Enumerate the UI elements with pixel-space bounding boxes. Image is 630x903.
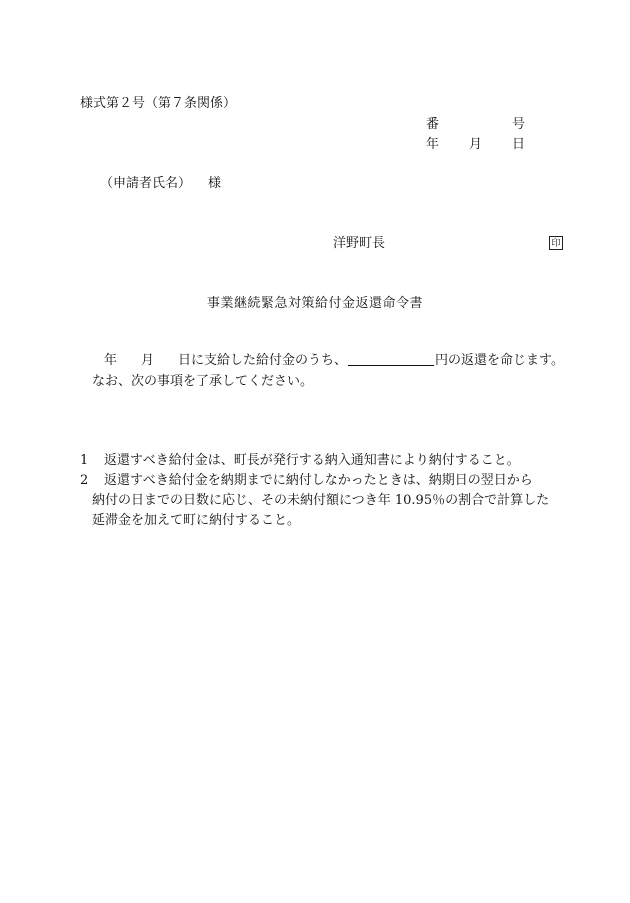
item-2-number: 2 <box>80 473 89 488</box>
body-end: 円の返還を命じます。 <box>435 353 565 368</box>
body-month: 月 <box>141 353 155 368</box>
body-text: 日に支給した給付金のうち、 <box>178 353 348 368</box>
document-number-label: 番 <box>426 117 440 132</box>
item-2-text: 返還すべき給付金を納期までに納付しなかったときは、納期日の翌日から <box>104 473 533 488</box>
amount-blank <box>348 351 434 366</box>
seal-mark: 印 <box>549 236 563 250</box>
issuer-name: 洋野町長 <box>333 236 386 251</box>
document-title: 事業継続緊急対策給付金返還命令書 <box>206 296 423 311</box>
body-year: 年 <box>104 353 118 368</box>
date-year-label: 年 <box>426 137 440 152</box>
addressee-honorific: 様 <box>208 176 222 191</box>
addressee-name: （申請者氏名） <box>100 176 192 191</box>
item-1-text: 返還すべき給付金は、町長が発行する納入通知書により納付すること。 <box>104 453 520 468</box>
date-month-label: 月 <box>469 137 483 152</box>
item-2-continuation-1: 納付の日までの日数に応じ、その未納付額につき年 10.95％の割合で計算した <box>92 493 550 508</box>
date-day-label: 日 <box>512 137 526 152</box>
body-line-2: なお、次の事項を了承してください。 <box>92 374 314 389</box>
form-label: 様式第２号（第７条関係） <box>80 96 237 111</box>
body-line-1 <box>104 351 564 371</box>
document-number-suffix: 号 <box>512 117 526 132</box>
item-1-number: 1 <box>80 453 89 468</box>
item-2-continuation-2: 延滞金を加えて町に納付すること。 <box>92 513 301 528</box>
